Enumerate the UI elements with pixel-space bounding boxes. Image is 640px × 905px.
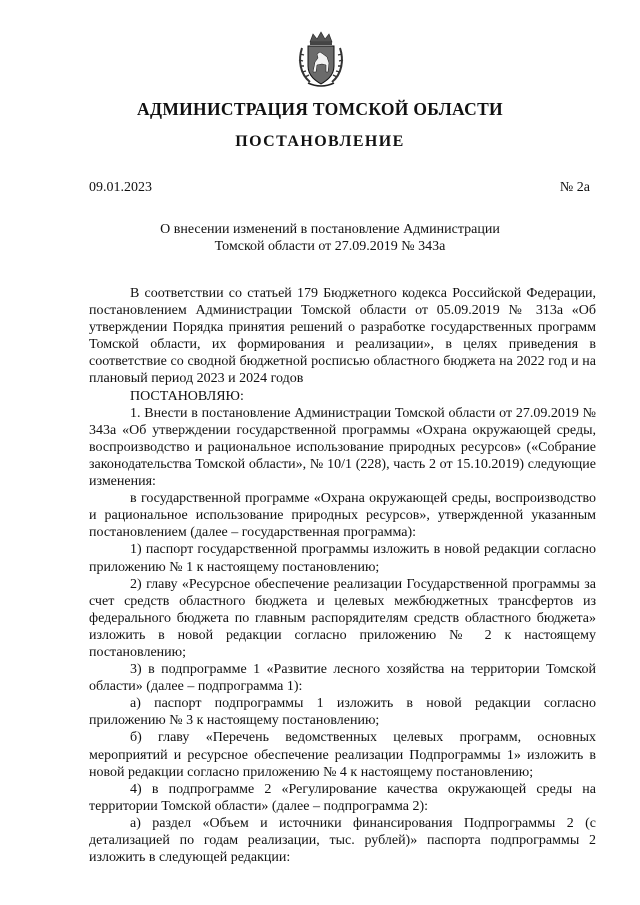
document-body [89,285,596,866]
tomsk-region-coat-of-arms-icon [296,30,346,90]
subject-line: Томской области от 27.09.2019 № 343а [214,239,446,254]
body-paragraph: 1) паспорт государственной программы изложить в новой редакции согласно приложению № 1 к настоящему постановлению; [89,542,596,575]
body-paragraph: 3) в подпрограмме 1 «Развитие лесного хозяйства на территории Томской области» (далее – подпрограмма 1): [89,662,596,695]
body-paragraph: б) главу «Перечень ведомственных целевых программ, основных мероприятий и ресурсное обеспечение реализации Подпрограммы 1» изложить в новой редакции согласно приложению № 4 к настоящему постановлению; [89,730,596,780]
document-date: 09.01.2023 [89,180,152,195]
body-paragraph: а) паспорт подпрограммы 1 изложить в новой редакции согласно приложению № 3 к настоящему постановлению; [89,696,596,729]
decree-word: ПОСТАНОВЛЯЮ: [130,388,244,404]
document-number: № 2а [559,180,590,195]
document-type: ПОСТАНОВЛЕНИЕ [235,133,405,150]
body-paragraph: 2) главу «Ресурсное обеспечение реализации Государственной программы за счет средств областного бюджета и целевых межбюджетных трансфертов из федерального бюджета по главным распорядителям средств областного бюджета» изложить в новой редакции согласно приложению № 2 к настоящему постановлению; [89,576,596,660]
body-paragraph: а) раздел «Объем и источники финансирования Подпрограммы 2 (с детализацией по годам реализации, тыс. рублей)» паспорта подпрограммы 2 изложить в следующей редакции: [89,815,596,866]
organization-title: АДМИНИСТРАЦИЯ ТОМСКОЙ ОБЛАСТИ [137,99,503,119]
body-paragraph: в государственной программе «Охрана окружающей среды, воспроизводство и рациональное использование природных ресурсов», утвержденной указанным постановлением (далее – государственная программа): [89,491,596,541]
body-paragraph: 4) в подпрограмме 2 «Регулирование качества окружающей среды на территории Томской области» (далее – подпрограмма 2): [89,781,596,814]
body-paragraph: В соответствии со статьей 179 Бюджетного кодекса Российской Федерации, постановлением Администрации Томской области от 05.09.2019 № 313а «Об утверждении Порядка принятия решений о разработке государственных программ Томской области, их формирования и реализации», в целях приведения в соответствие со сводной бюджетной росписью областного бюджета на 2022 год и на плановый период 2023 и 2024 годов [89,286,596,387]
subject-line: О внесении изменений в постановление Администрации [160,222,500,237]
document-subject [140,221,520,255]
body-paragraph: 1. Внести в постановление Администрации Томской области от 27.09.2019 № 343а «Об утверждении государственной программы «Охрана окружающей среды, воспроизводство и рациональное использование природных ресурсов» («Собрание законодательства Томской области», № 10/1 (228), часть 2 от 15.10.2019) следующие изменения: [89,405,596,490]
